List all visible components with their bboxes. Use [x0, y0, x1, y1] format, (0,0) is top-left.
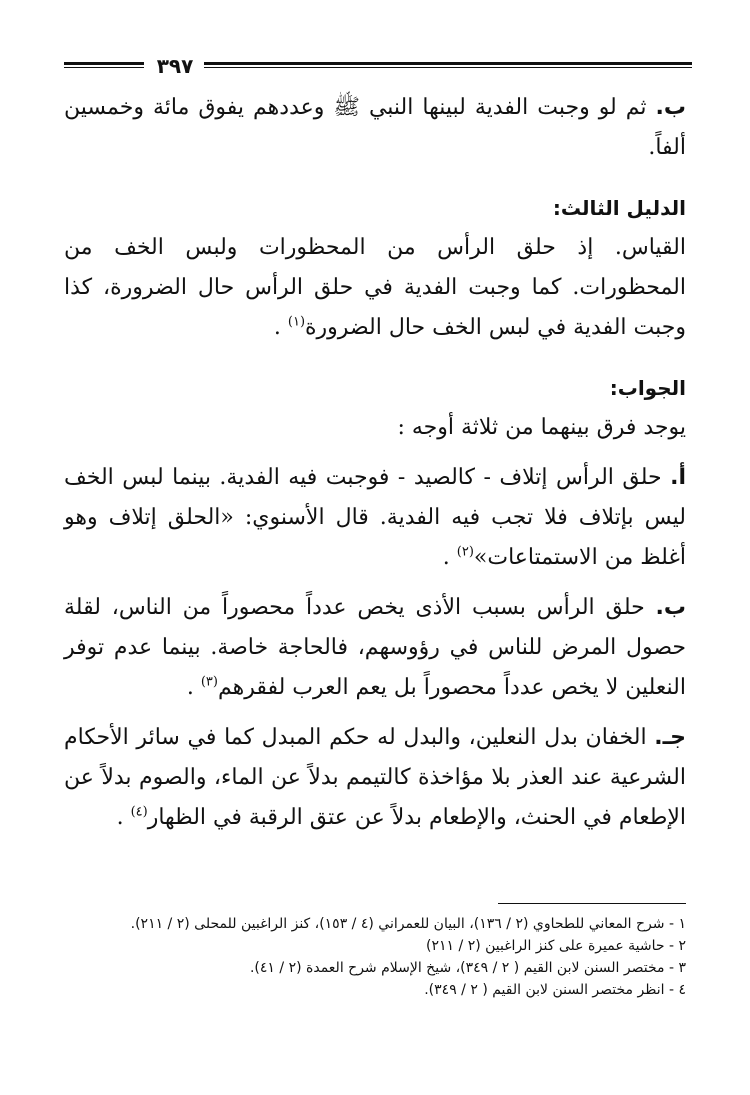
footnote-ref: (٤)	[130, 804, 148, 820]
footnote-4: ٤ - انظر مختصر السنن لابن القيم ( ٢ / ٣٤٩).	[424, 982, 686, 998]
paragraph-text: القياس. إذ حلق الرأس من المحظورات ولبس الخف من المحظورات. كما وجبت الفدية في حلق الرأس حال الضرورة، كذا وجبت الفدية في لبس الخف حال الضرورة	[64, 235, 686, 340]
footnote-ref: (٣)	[200, 674, 218, 690]
heading-third-evidence: الدليل الثالث:	[552, 196, 686, 220]
footnote-separator	[498, 903, 686, 904]
main-text	[64, 88, 686, 838]
list-marker: ب.	[655, 595, 686, 620]
header-rule-left	[64, 62, 144, 68]
footnotes	[64, 913, 686, 1001]
paragraph-text: حلق الرأس بسبب الأذى يخص عدداً محصوراً من الناس، لقلة حصول المرض للناس في رؤوسهم، فالحاجة خاصة. بينما عدم توفر النعلين لا يخص عدداً محصوراً بل يعم العرب لفقرهم	[64, 595, 686, 700]
list-marker: ب.	[655, 95, 686, 120]
footnote-ref: (١)	[287, 314, 306, 330]
paragraph-b-first	[64, 88, 686, 168]
footnote-1: ١ - شرح المعاني للطحاوي (٢ / ١٣٦)، البيان للعمراني (٤ / ١٥٣)، كنز الراغبين للمحلى (٢ / ٢١١).	[130, 916, 686, 932]
footnote-3: ٣ - مختصر السنن لابن القيم ( ٢ / ٣٤٩)، شيخ الإسلام شرح العمدة (٢ / ٤١).	[249, 960, 686, 976]
list-marker: أ.	[670, 465, 686, 490]
paragraph-jim	[64, 718, 686, 838]
paragraph-text: حلق الرأس إتلاف - كالصيد - فوجبت فيه الفدية. بينما لبس الخف ليس بإتلاف فلا تجب فيه الفدية. قال الأسنوي: «الحلق إتلاف وهو أغلظ من الاستمتاعات»	[64, 465, 686, 570]
heading-answer: الجواب:	[609, 376, 686, 400]
list-marker: جـ.	[654, 725, 686, 750]
paragraph-analogy	[64, 228, 686, 348]
paragraph-end: .	[116, 805, 131, 830]
page-header	[64, 56, 692, 76]
header-rule-right	[204, 62, 692, 68]
page-number: ٣٩٧	[156, 54, 194, 78]
paragraph-intro: يوجد فرق بينهما من ثلاثة أوجه :	[397, 415, 686, 440]
paragraph-b	[64, 588, 686, 708]
footnote-2: ٢ - حاشية عميرة على كنز الراغبين (٢ / ٢١١)	[426, 938, 686, 954]
paragraph-a	[64, 458, 686, 578]
paragraph-end: .	[273, 315, 288, 340]
paragraph-text: الخفان بدل النعلين، والبدل له حكم المبدل كما في سائر الأحكام الشرعية عند العذر بلا مؤاخذة كالتيمم بدلاً عن الماء، والصوم بدلاً عن الإطعام في الحنث، والإطعام بدلاً عن عتق الرقبة في الظهار	[64, 725, 686, 830]
footnote-ref: (٢)	[456, 544, 474, 560]
paragraph-end: .	[442, 545, 457, 570]
paragraph-end: .	[186, 675, 201, 700]
paragraph-text: ثم لو وجبت الفدية لبينها النبي ﷺ وعددهم يفوق مائة وخمسين ألفاً.	[64, 95, 686, 160]
